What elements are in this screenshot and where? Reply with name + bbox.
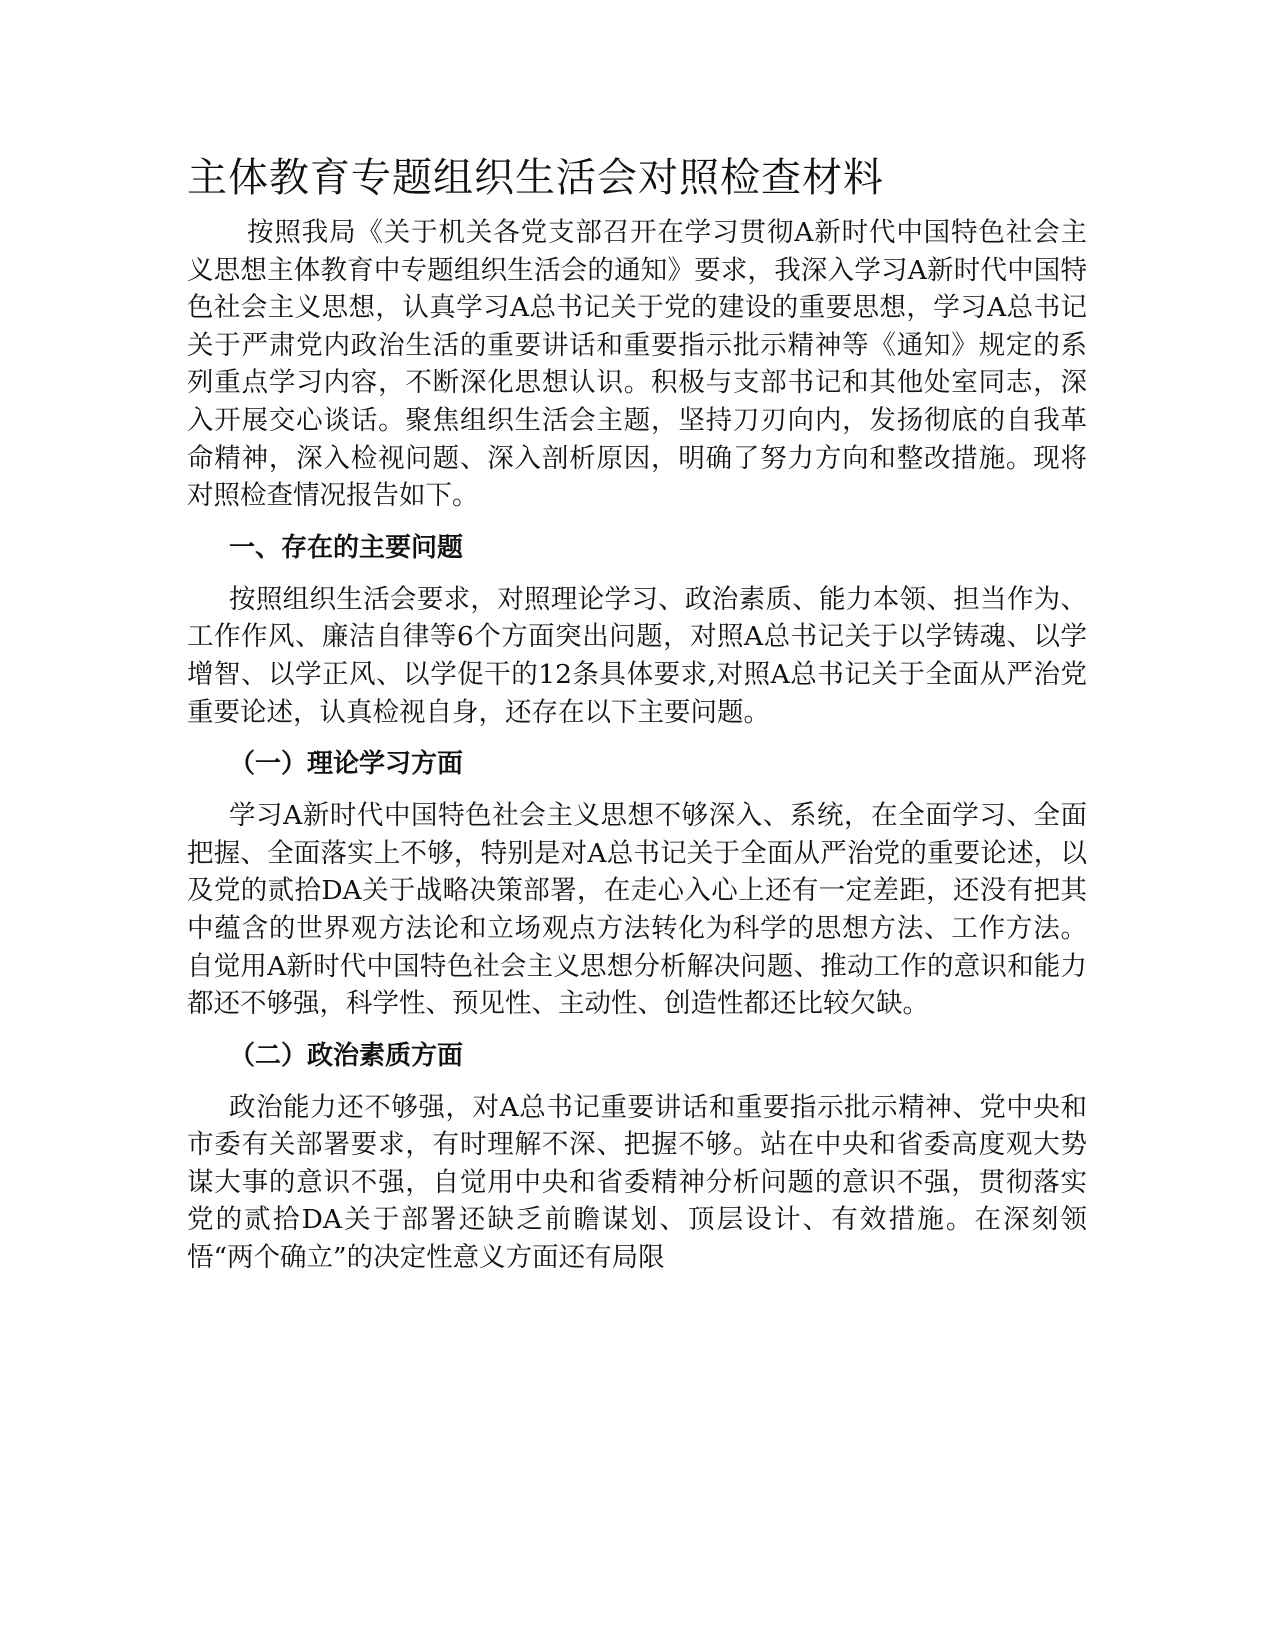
document-body [187,150,1087,1277]
section-heading-main-problems: 一、存在的主要问题 [229,532,464,563]
subsection-heading-theory-study: （一）理论学习方面 [229,749,464,780]
document-title: 主体教育专题组织生活会对照检查材料 [187,155,884,201]
subsection-heading-political-quality: （二）政治素质方面 [229,1040,464,1071]
subsection-paragraph-political-quality: 政治能力还不够强，对A总书记重要讲话和重要指示批示精神、党中央和市委有关部署要求，有时理解不深、把握不够。站在中央和省委高度观大势谋大事的意识不强，自觉用中央和省委精神分析问题的意识不强，贯彻落实党的贰拾DA关于部署还缺乏前瞻谋划、顶层设计、有效措施。在深刻领悟“两个确立”的决定性意义方面还有局限 [187,1091,1087,1274]
section-paragraph-main-problems: 按照组织生活会要求，对照理论学习、政治素质、能力本领、担当作为、工作作风、廉洁自律等6个方面突出问题，对照A总书记关于以学铸魂、以学增智、以学正风、以学促干的12条具体要求,对照A总书记关于全面从严治党重要论述，认真检视自身，还存在以下主要问题。 [187,583,1087,728]
intro-paragraph: 按照我局《关于机关各党支部召开在学习贯彻A新时代中国特色社会主义思想主体教育中专题组织生活会的通知》要求，我深入学习A新时代中国特色社会主义思想，认真学习A总书记关于党的建设的重要思想，学习A总书记关于严肃党内政治生活的重要讲话和重要指示批示精神等《通知》规定的系列重点学习内容，不断深化思想认识。积极与支部书记和其他处室同志，深入开展交心谈话。聚焦组织生活会主题，坚持刀刃向内，发扬彻底的自我革命精神，深入检视问题、深入剖析原因，明确了努力方向和整改措施。现将对照检查情况报告如下。 [187,217,1087,512]
subsection-paragraph-theory-study: 学习A新时代中国特色社会主义思想不够深入、系统，在全面学习、全面把握、全面落实上不够，特别是对A总书记关于全面从严治党的重要论述，以及党的贰拾DA关于战略决策部署，在走心入心上还有一定差距，还没有把其中蕴含的世界观方法论和立场观点方法转化为科学的思想方法、工作方法。自觉用A新时代中国特色社会主义思想分析解决问题、推动工作的意识和能力都还不够强，科学性、预见性、主动性、创造性都还比较欠缺。 [187,800,1087,1020]
